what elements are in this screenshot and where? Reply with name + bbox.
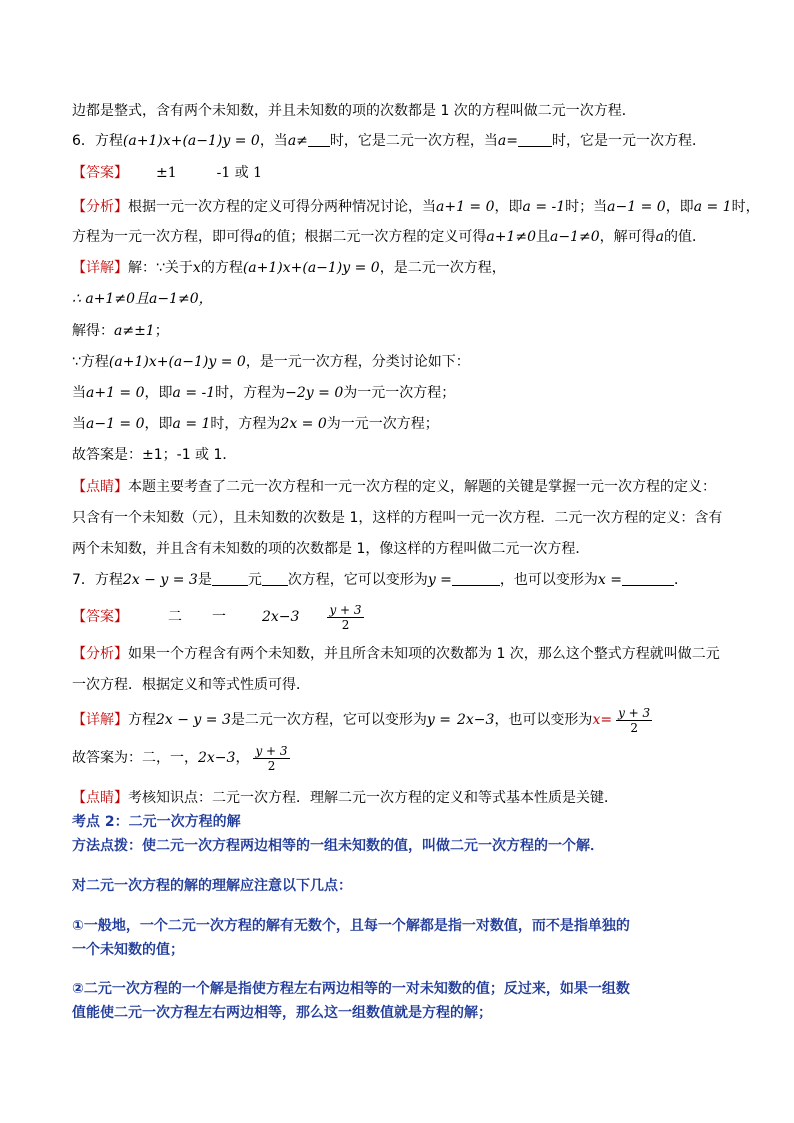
question-6 — [72, 131, 722, 151]
question-text: 次方程，它可以变形为 — [287, 572, 428, 588]
math: 2x − y = 3 — [156, 712, 231, 728]
point-line — [72, 508, 722, 528]
note-point-1 — [72, 940, 722, 960]
math: y = — [426, 712, 451, 728]
math: a−1 = 0 — [86, 416, 145, 432]
math: a+1 = 0 — [436, 199, 495, 215]
detail-line — [72, 289, 722, 309]
math: a+1 = 0 — [86, 385, 145, 401]
paragraph-text: 边都是整式，含有两个未知数，并且未知数的项的次数都是 1 次的方程叫做二元一次方程． — [72, 103, 636, 119]
note-point-1 — [72, 916, 722, 936]
analysis-line — [72, 227, 722, 247]
note-point-2 — [72, 979, 722, 999]
answer-value: 一 — [212, 609, 226, 625]
note-point-2 — [72, 1003, 722, 1023]
text: ，是二元一次方程， — [379, 260, 506, 276]
answer-blank — [212, 571, 248, 586]
fraction-numerator: y + 3 — [329, 602, 362, 617]
text: 时；当 — [565, 199, 608, 215]
question-text: ，当 — [259, 133, 288, 149]
fraction-denominator: 2 — [341, 617, 350, 632]
math: ∴ a+1≠0且a−1≠0， — [72, 291, 213, 307]
math: a — [655, 229, 664, 245]
analysis-line — [72, 644, 722, 664]
fraction — [616, 706, 652, 735]
fraction-numerator: y + 3 — [255, 743, 288, 758]
answer-tag: 【答案】 — [72, 165, 128, 181]
answer-blank — [622, 571, 674, 586]
text: 故答案是：±1；-1 或 1． — [72, 447, 237, 463]
analysis-line — [72, 197, 760, 217]
text: 的值． — [663, 229, 706, 245]
condition: a= — [497, 133, 518, 149]
detail-line — [72, 414, 722, 434]
math: a = 1 — [172, 416, 211, 432]
text: 为一元一次方程； — [343, 385, 456, 401]
text: 时，方程为 — [215, 385, 286, 401]
math: −2y = 0 — [285, 385, 344, 401]
text: ，即 — [144, 385, 173, 401]
question-7 — [72, 570, 722, 590]
text: 当 — [72, 385, 86, 401]
question-text: 时，它是一元一次方程． — [551, 133, 706, 149]
text: 本题主要考查了二元一次方程和一元一次方程的定义，解题的关键是掌握一元一次方程的定义： — [128, 479, 716, 495]
math: a+1≠0 — [486, 229, 536, 245]
point-line — [72, 788, 722, 808]
text: 方法点拨：使二元一次方程两边相等的一组未知数的值，叫做二元一次方程的一个解． — [72, 838, 604, 854]
text: 是二元一次方程，它可以变形为 — [230, 712, 427, 728]
question-text: 是 — [197, 572, 212, 588]
text: 的方程 — [200, 260, 243, 276]
answer-blank — [262, 571, 288, 586]
math: a−1 = 0 — [607, 199, 666, 215]
detail-line — [72, 383, 722, 403]
text: 且 — [535, 229, 550, 245]
detail-line — [72, 258, 722, 278]
equation: 2x − y = 3 — [122, 572, 198, 588]
answer-line — [72, 163, 722, 183]
fraction-denominator: 2 — [630, 720, 638, 735]
text: ∵方程 — [72, 354, 109, 370]
math: x = — [597, 572, 622, 588]
text: 解：∵关于 — [128, 260, 193, 276]
math: (a+1)x+(a−1)y = 0 — [242, 260, 380, 276]
text: 根据一元一次方程的定义可得分两种情况讨论，当 — [128, 199, 436, 215]
text: ①一般地，一个二元一次方程的解有无数个，且每一个解都是指一对数值，而不是指单独的 — [72, 918, 630, 934]
math: a = -1 — [522, 199, 566, 215]
detail-line — [72, 352, 722, 372]
answer-blank — [518, 132, 552, 147]
answer-blank — [308, 132, 330, 147]
text: ②二元一次方程的一个解是指使方程左右两边相等的一对未知数的值；反过来，如果一组数 — [72, 981, 630, 997]
detail-tag: 【详解】 — [72, 260, 128, 276]
math: a = -1 — [172, 385, 216, 401]
point-tag: 【点睛】 — [72, 479, 128, 495]
fraction — [327, 603, 363, 632]
detail-tag: 【详解】 — [72, 712, 128, 728]
text: 值能使二元一次方程左右两边相等，那么这一组数值就是方程的解； — [72, 1005, 492, 1021]
text: ， — [235, 750, 250, 766]
fraction-numerator: y + 3 — [618, 705, 651, 720]
note-heading — [72, 876, 722, 896]
text: 时， — [731, 199, 760, 215]
text: 两个未知数，并且含有未知数的项的次数都是 1，像这样的方程叫做二元一次方程． — [72, 541, 590, 557]
analysis-tag: 【分析】 — [72, 199, 128, 215]
fraction — [253, 744, 289, 773]
math: a−1≠0 — [549, 229, 600, 245]
text: ，也可以变形为 — [494, 712, 593, 728]
text: 解得： — [72, 323, 114, 339]
question-text: ． — [673, 572, 688, 588]
text: ，即 — [144, 416, 173, 432]
text: ，是一元一次方程，分类讨论如下： — [245, 354, 470, 370]
point-line — [72, 539, 722, 559]
text: 时，方程为 — [210, 416, 281, 432]
detail-line — [72, 321, 722, 341]
point-tag: 【点睛】 — [72, 790, 128, 806]
detail-line — [72, 703, 722, 737]
text: 只含有一个未知数（元），且未知数的次数是 1，这样的方程叫一元一次方程．二元一次方程的定义：含有 — [72, 510, 723, 526]
analysis-line — [72, 675, 722, 695]
text: 故答案为：二，一， — [72, 750, 198, 766]
text: 的值；根据二元一次方程的定义可得 — [262, 229, 487, 245]
answer-value: 二 — [168, 609, 182, 625]
text: 为一元一次方程； — [326, 416, 439, 432]
detail-line — [72, 445, 722, 465]
question-text: 6．方程 — [72, 133, 123, 149]
math: a≠±1 — [114, 323, 155, 339]
point-line — [72, 477, 722, 497]
text: ； — [154, 323, 169, 339]
condition: a≠ — [287, 133, 308, 149]
answer-tag: 【答案】 — [72, 609, 128, 625]
text: 考核知识点：二元一次方程．理解二元一次方程的定义和等式基本性质是关键． — [128, 790, 618, 806]
question-text: 时，它是二元一次方程，当 — [329, 133, 498, 149]
answer-value: ±1 — [156, 165, 177, 181]
heading: 考点 2：二元一次方程的解 — [72, 814, 241, 830]
math: y = — [427, 572, 452, 588]
math: x — [192, 260, 201, 276]
math: 2x−3 — [456, 712, 495, 728]
text: 对二元一次方程的解的理解应注意以下几点： — [72, 878, 352, 894]
answer-value: -1 或 1 — [216, 165, 263, 181]
math: (a+1)x+(a−1)y = 0 — [108, 354, 246, 370]
math: 2x−3 — [198, 750, 236, 766]
text: ，即 — [494, 199, 523, 215]
text: 当 — [72, 416, 86, 432]
fraction-denominator: 2 — [267, 758, 276, 773]
text: 一次方程．根据定义和等式性质可得． — [72, 677, 310, 693]
text: ，解可得 — [599, 229, 656, 245]
math: x= — [592, 712, 613, 728]
math: 2x = 0 — [280, 416, 327, 432]
equation: (a+1)x+(a−1)y = 0 — [122, 133, 260, 149]
text: 一个未知数的值； — [72, 942, 184, 958]
question-text: 7．方程 — [72, 572, 123, 588]
answer-value: 2x−3 — [262, 609, 300, 625]
section-title — [72, 812, 722, 832]
text: 如果一个方程含有两个未知数，并且所含未知项的次数都为 1 次，那么这个整式方程就叫做二元 — [128, 646, 720, 662]
question-text: ，也可以变形为 — [499, 572, 598, 588]
text: ，即 — [665, 199, 694, 215]
answer-line — [72, 602, 722, 632]
math: a = 1 — [693, 199, 732, 215]
text: 方程 — [128, 712, 156, 728]
math: a — [254, 229, 263, 245]
method-tip — [72, 836, 722, 856]
detail-line — [72, 741, 722, 775]
answer-blank — [452, 571, 500, 586]
text: 方程为一元一次方程，即可得 — [72, 229, 254, 245]
analysis-tag: 【分析】 — [72, 646, 128, 662]
question-text: 元 — [247, 572, 262, 588]
text-line — [72, 101, 722, 121]
